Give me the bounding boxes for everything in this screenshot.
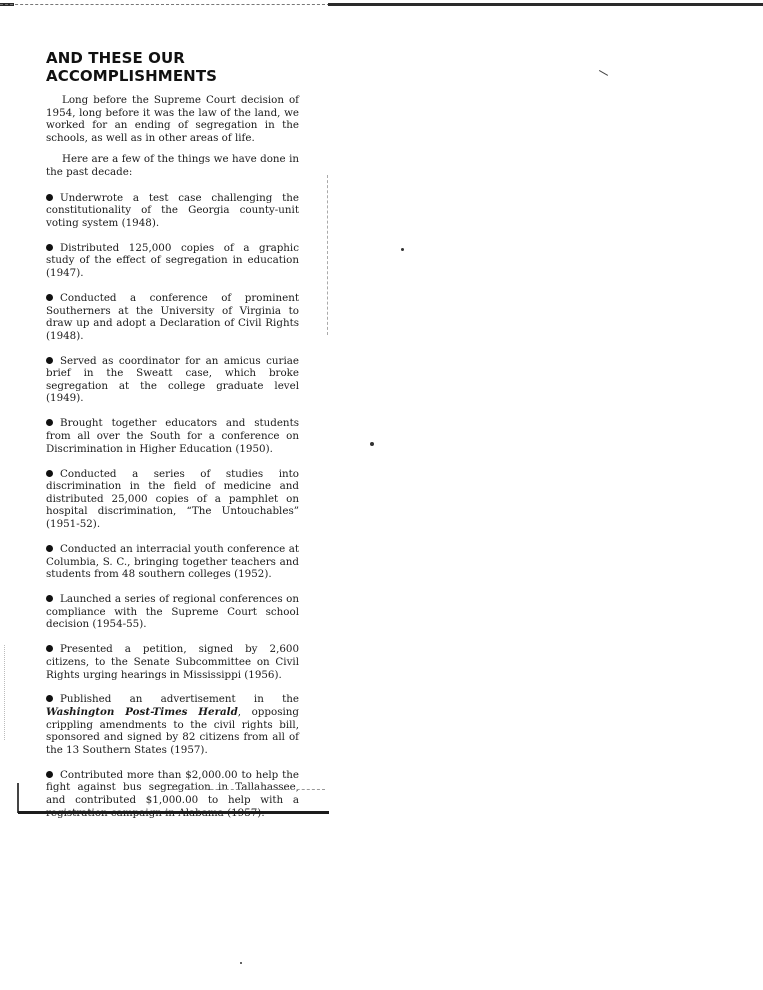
list-item (46, 355, 299, 405)
speck-mark (240, 962, 242, 964)
bullet-icon (46, 695, 53, 702)
intro-paragraph: Long before the Supreme Court decision of 1954, long before it was the law of the land, we worked for an ending of segregation in the schools, as well as in other areas of life. (46, 94, 299, 144)
bullet-icon (46, 470, 53, 477)
list-item (46, 468, 299, 531)
list-item (46, 292, 299, 342)
list-item-text: Conducted an interracial youth conference at Columbia, S. C., bringing together teachers and students from 48 southern colleges (1952). (46, 542, 299, 581)
left-margin-marks (4, 645, 5, 740)
list-item-text: Conducted a conference of prominent Southerners at the University of Virginia to draw up and adopt a Declaration of Civil Rights (1948). (46, 291, 299, 342)
list-item-text: Underwrote a test case challenging the constitutionality of the Georgia county-unit voting system (1948). (46, 191, 299, 229)
bottom-heavy-rule (18, 811, 329, 814)
list-item-text-after: , opposing crippling amendments to the civil rights bill, sponsored and signed by 82 citizens from all of the 13 Southern States (1957). (46, 706, 299, 756)
list-item-text: Contributed more than $2,000.00 to help the fight against bus segregation in Tallahassee, and contributed $1,000.00 to help with a (46, 768, 299, 807)
list-item (46, 693, 299, 756)
bullet-icon (46, 244, 53, 251)
bullet-icon (46, 595, 53, 602)
bottom-corner-mark (17, 783, 19, 813)
section-heading (46, 49, 326, 85)
bullet-icon (46, 771, 53, 778)
newspaper-title: Washington Post-Times Herald (46, 706, 238, 719)
list-item (46, 242, 299, 280)
list-item (46, 543, 299, 581)
list-item (46, 593, 299, 631)
speck-mark (401, 248, 404, 251)
list-item-text: Conducted a series of studies into discrimination in the field of medicine and distributed 25,000 copies of a pamphlet on hospital discrimination, “The Untouchables” (1951-52). (46, 467, 299, 530)
bottom-dashed-rule (170, 789, 325, 790)
top-dashed-rule (0, 4, 330, 5)
bullet-icon (46, 545, 53, 552)
bullet-icon (46, 294, 53, 301)
list-item-text-before: Published an advertisement in the (60, 693, 299, 706)
list-item (46, 643, 299, 681)
list-item-text: Launched a series of regional conferences on compliance with the Supreme Court school decision (1954-55). (46, 593, 299, 631)
bullet-icon (46, 194, 53, 201)
list-item-text: Brought together educators and students from all over the South for a conference on Discrimination in Higher Education (1950). (46, 417, 299, 455)
list-item-text: Distributed 125,000 copies of a graphic study of the effect of segregation in education (1947). (46, 241, 299, 279)
bullet-icon (46, 645, 53, 652)
bullet-icon (46, 419, 53, 426)
stray-mark (596, 70, 608, 81)
speck-mark (370, 442, 374, 446)
heading-line-2: ACCOMPLISHMENTS (46, 67, 218, 85)
list-item (46, 192, 299, 230)
list-item (46, 417, 299, 455)
top-heavy-rule (328, 3, 763, 6)
faint-margin-line (327, 175, 328, 335)
list-item-text: Served as coordinator for an amicus curiae brief in the Sweatt case, which broke segregation at the college graduate level (1949). (46, 354, 299, 405)
bullet-icon (46, 357, 53, 364)
list-item-text: Presented a petition, signed by 2,600 citizens, to the Senate Subcommittee on Civil Rights urging hearings in Mississippi (1956). (46, 643, 299, 681)
intro-paragraph: Here are a few of the things we have done in the past decade: (46, 153, 299, 178)
heading-line-1: AND THESE OUR (46, 49, 185, 67)
body-column (46, 94, 299, 832)
